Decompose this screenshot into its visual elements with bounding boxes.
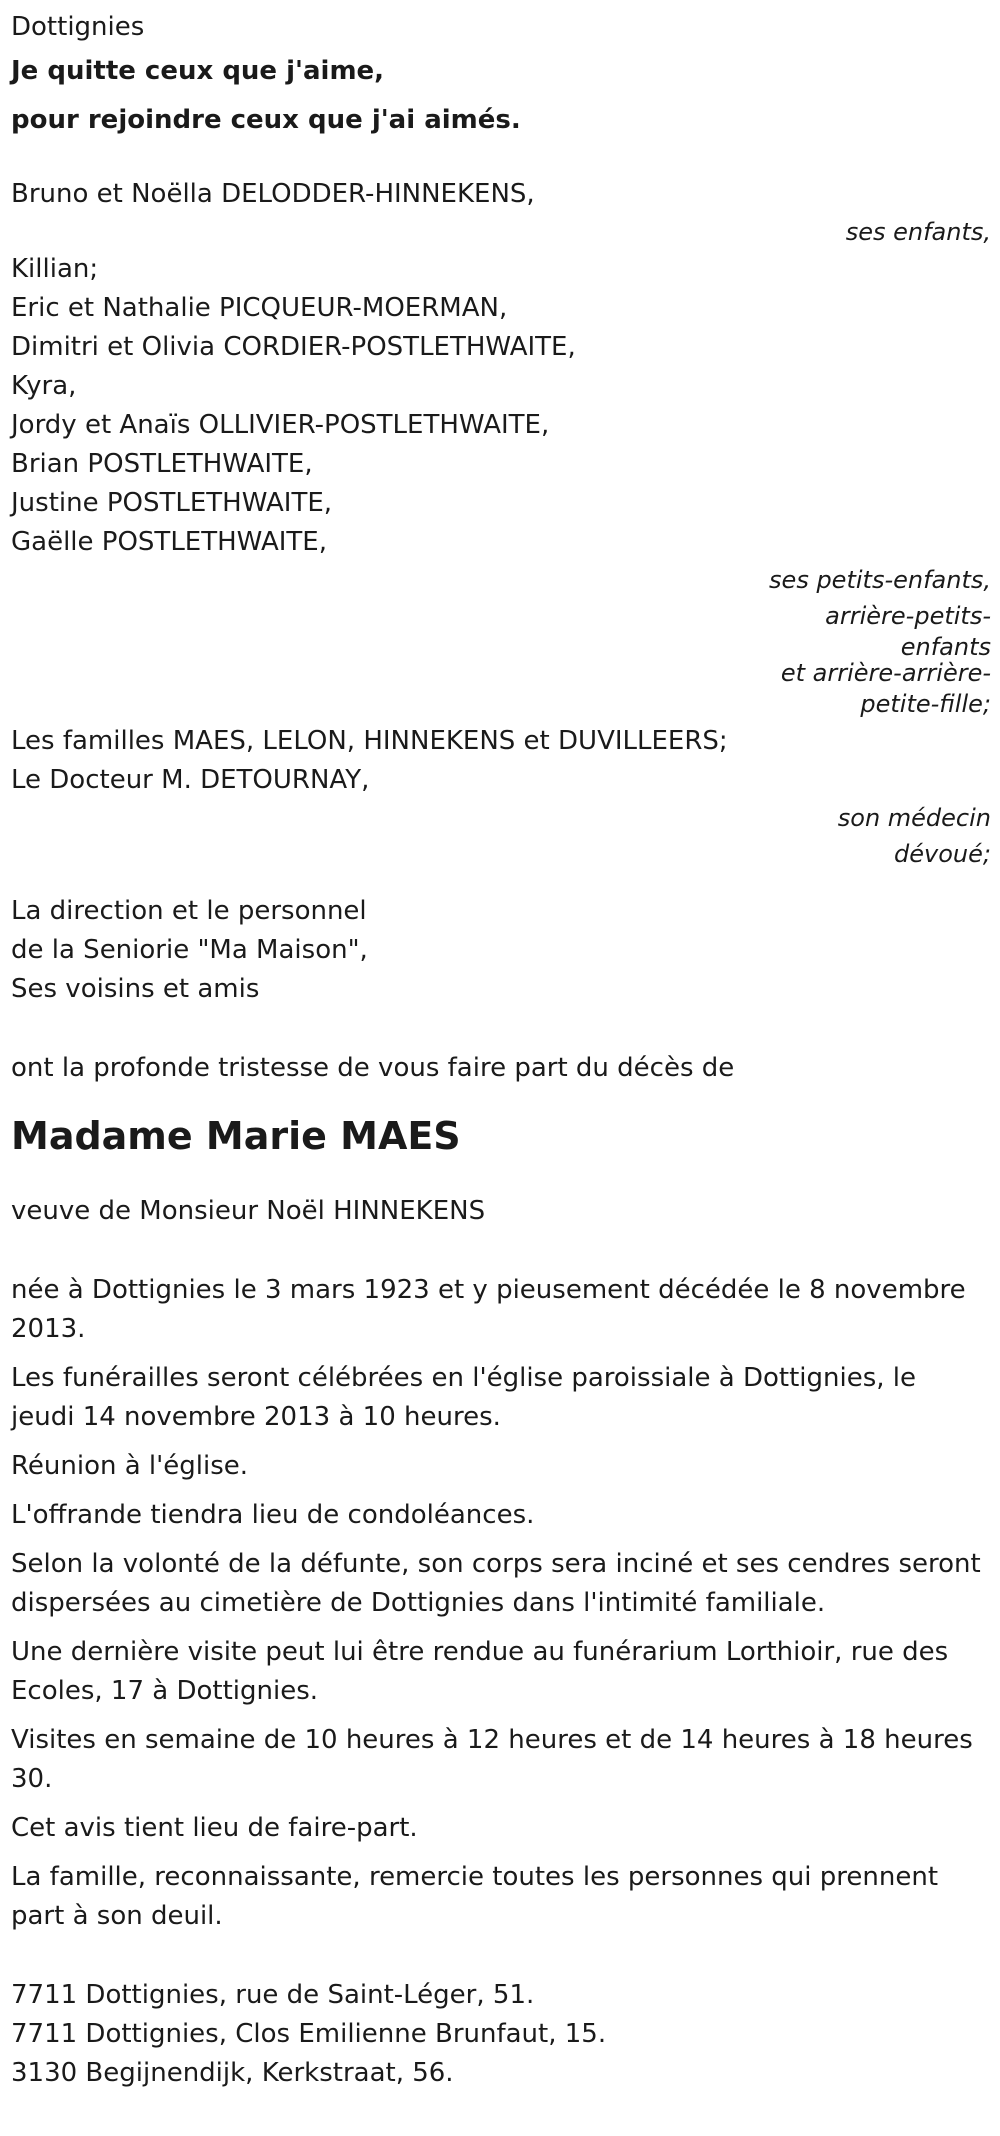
paragraph-thanks: La famille, reconnaissante, remercie toutes les personnes qui prennent part à son deuil. — [11, 1862, 939, 1931]
address-line: 3130 Begijnendijk, Kerkstraat, 56. — [11, 2058, 454, 2088]
relation-great-great-a: et arrière-arrière- — [780, 659, 991, 687]
grandchild-name: Jordy et Anaïs OLLIVIER-POSTLETHWAITE, — [11, 410, 550, 440]
town-name: Dottignies — [11, 12, 145, 42]
grandchild-name: Killian; — [11, 254, 99, 284]
paragraph-cremation: Selon la volonté de la défunte, son corps sera inciné et ses cendres seront dispersées au cimetière de Dottignies dans l'intimité familiale. — [11, 1549, 981, 1618]
grandchild-name: Eric et Nathalie PICQUEUR-MOERMAN, — [11, 293, 508, 323]
grandchild-name: Dimitri et Olivia CORDIER-POSTLETHWAITE, — [11, 332, 576, 362]
deceased-name: Madame Marie MAES — [11, 1114, 461, 1158]
paragraph-visit: Une dernière visite peut lui être rendue au funérarium Lorthioir, rue des Ecoles, 17 à Dottignies. — [11, 1637, 949, 1706]
grandchild-name: Brian POSTLETHWAITE, — [11, 449, 313, 479]
paragraph-notice: Cet avis tient lieu de faire-part. — [11, 1813, 418, 1843]
paragraph-meeting: Réunion à l'église. — [11, 1451, 249, 1481]
others-line: de la Seniorie "Ma Maison", — [11, 935, 368, 965]
others-line: Ses voisins et amis — [11, 974, 260, 1004]
paragraph-funeral: Les funérailles seront célébrées en l'église paroissiale à Dottignies, le jeudi 14 novembre 2013 à 10 heures. — [11, 1363, 916, 1432]
relation-great-great-b: petite-fille; — [860, 690, 991, 718]
grandchild-name: Kyra, — [11, 371, 77, 401]
relation-grandchildren: ses petits-enfants, — [769, 566, 991, 594]
paragraph-birth-death: née à Dottignies le 3 mars 1923 et y pieusement décédée le 8 novembre 2013. — [11, 1275, 966, 1344]
address-line: 7711 Dottignies, rue de Saint-Léger, 51. — [11, 1980, 535, 2010]
address-line: 7711 Dottignies, Clos Emilienne Brunfaut, 15. — [11, 2019, 607, 2049]
relation-great-grandchildren-b: enfants — [900, 633, 991, 661]
children-relation: ses enfants, — [845, 218, 991, 246]
widow-of: veuve de Monsieur Noël HINNEKENS — [11, 1196, 486, 1226]
announcement: ont la profonde tristesse de vous faire part du décès de — [11, 1053, 735, 1083]
doctor-relation — [11, 800, 991, 872]
quote-line-2: pour rejoindre ceux que j'ai aimés. — [11, 105, 521, 135]
quote-line-1: Je quitte ceux que j'aime, — [11, 56, 385, 86]
families-name: Les familles MAES, LELON, HINNEKENS et DUVILLEERS; — [11, 726, 728, 756]
relation-great-grandchildren-a: arrière-petits- — [825, 602, 991, 630]
grandchild-name: Justine POSTLETHWAITE, — [11, 488, 333, 518]
others-line: La direction et le personnel — [11, 896, 367, 926]
children-name: Bruno et Noëlla DELODDER-HINNEKENS, — [11, 179, 535, 209]
paragraph-offering: L'offrande tiendra lieu de condoléances. — [11, 1500, 535, 1530]
relation-doctor-a: son médecin — [837, 804, 991, 832]
grandchild-name: Gaëlle POSTLETHWAITE, — [11, 527, 327, 557]
paragraph-visit-hours: Visites en semaine de 10 heures à 12 heures et de 14 heures à 18 heures 30. — [11, 1725, 973, 1794]
grandchildren-relation — [11, 562, 991, 722]
relation-doctor-b: dévoué; — [894, 840, 991, 868]
doctor-name: Le Docteur M. DETOURNAY, — [11, 765, 370, 795]
